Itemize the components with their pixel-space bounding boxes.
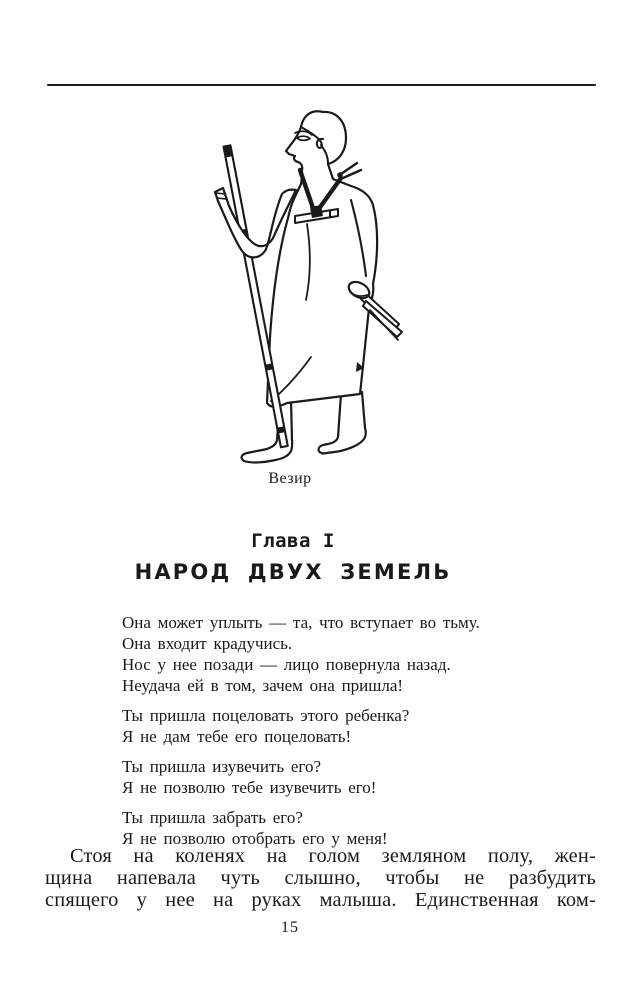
poem-stanza: [122, 756, 552, 798]
chapter-kicker: Глава I: [251, 530, 335, 552]
poem-stanza: [122, 705, 552, 747]
poem-line: Ты пришла изувечить его?: [122, 757, 321, 776]
poem-stanza: [122, 807, 552, 849]
poem-stanza: [122, 612, 552, 696]
vizier-illustration-svg: [140, 100, 440, 470]
top-rule: [47, 84, 596, 86]
vizier-back-leg: [319, 392, 366, 454]
chapter-title: НАРОД ДВУХ ЗЕМЕЛЬ: [134, 560, 452, 584]
poem-line: Я не позволю отобрать его у меня!: [122, 829, 388, 848]
paragraph-line: Стоя на коленях на голом земляном полу, жен-: [70, 845, 596, 867]
poem-line: Нос у нее позади — лицо повернула назад.: [122, 655, 451, 674]
vizier-body-outline: [267, 111, 377, 406]
body-paragraph: [45, 846, 596, 911]
poem-line: Ты пришла поцеловать этого ребенка?: [122, 706, 410, 725]
vizier-figure: [140, 100, 440, 470]
poem-line: Неудача ей в том, зачем она пришла!: [122, 676, 404, 695]
poem-line: Я не дам тебе его поцеловать!: [122, 727, 352, 746]
poem-line: Ты пришла забрать его?: [122, 808, 303, 827]
poem-line: Она входит крадучись.: [122, 634, 293, 653]
vizier-clasp: [310, 205, 323, 218]
poem-line: Я не позволю тебе изувечить его!: [122, 778, 377, 797]
vizier-knot-ribbons: [341, 163, 361, 178]
poem: [122, 612, 552, 858]
paragraph-line: спящего у нее на руках малыша. Единственная ком-: [45, 888, 596, 911]
paragraph-line: щина напевала чуть слышно, чтобы не разбудить: [45, 866, 596, 889]
page-number: 15: [281, 919, 299, 936]
poem-line: Она может уплыть — та, что вступает во тьму.: [122, 613, 480, 632]
figure-caption: Везир: [268, 470, 312, 487]
